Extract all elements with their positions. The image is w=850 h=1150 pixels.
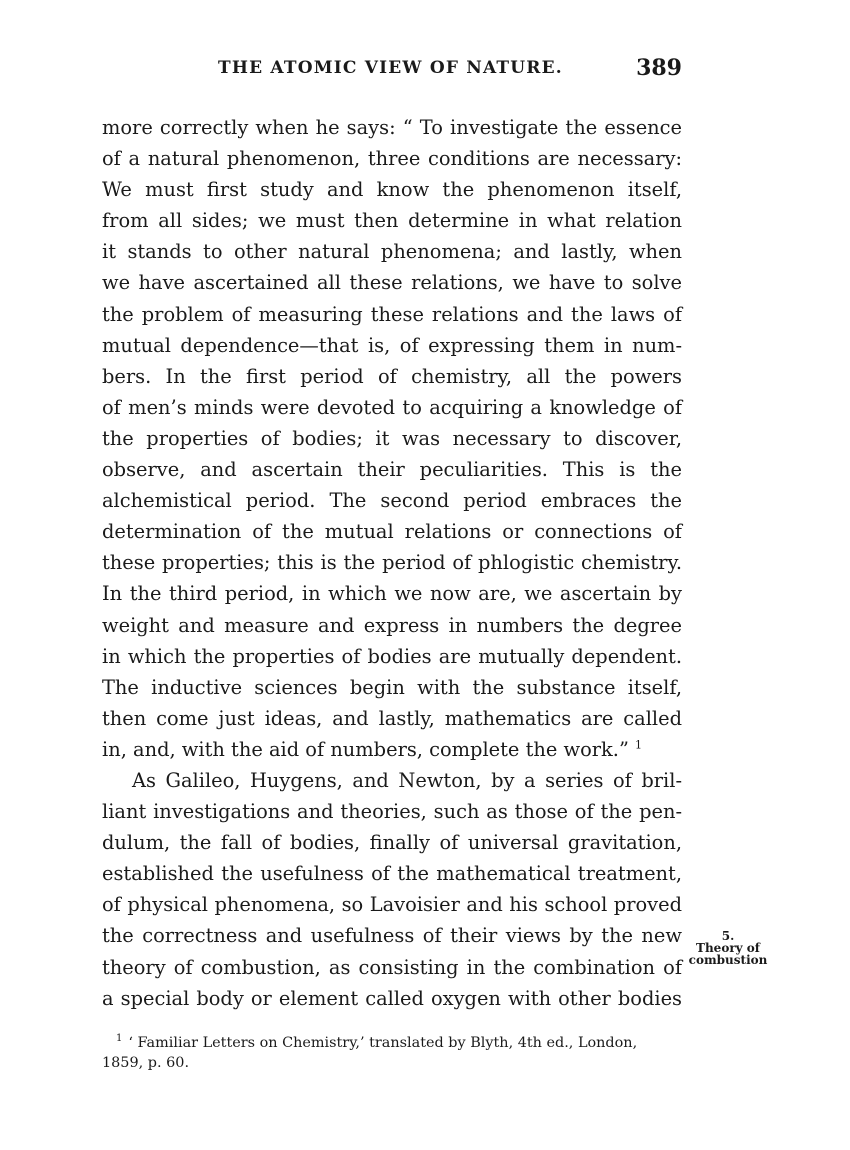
paragraph-2 <box>102 765 682 1014</box>
margin-note-number: 5. <box>721 929 735 943</box>
paragraph-1 <box>102 112 682 765</box>
text-line: it stands to other natural phenomena; and lastly, when <box>102 240 682 264</box>
text-line: of a natural phenomenon, three conditions are necessary: <box>102 147 682 171</box>
text-line: of physical phenomena, so Lavoisier and his school proved <box>102 893 682 917</box>
text-line: liant investigations and theories, such as those of the pen- <box>102 800 682 824</box>
margin-note-line-1: Theory of <box>696 941 760 955</box>
text-line: theory of combustion, as consisting in the combination of <box>102 955 682 979</box>
text-line: mutual dependence—that is, of expressing them in num- <box>102 333 682 357</box>
text-line: the properties of bodies; it was necessary to discover, <box>102 426 682 450</box>
text-line: observe, and ascertain their peculiarities. This is the <box>102 458 682 482</box>
footnote <box>102 1033 682 1073</box>
margin-note-line-2: combustion <box>688 953 768 967</box>
text-line: determination of the mutual relations or connections of <box>102 520 682 544</box>
page-number: 389 <box>636 55 682 81</box>
text-line: alchemistical period. The second period embraces the <box>102 489 682 513</box>
text-line: established the usefulness of the mathematical treatment, <box>102 862 682 886</box>
text-line: more correctly when he says: “ To investigate the essence <box>102 116 682 139</box>
text-line: these properties; this is the period of phlogistic chemistry. <box>102 551 682 575</box>
text-line: from all sides; we must then determine in what relation <box>102 209 682 233</box>
text-line: As Galileo, Huygens, and Newton, by a series of bril- <box>132 768 682 792</box>
footnote-line-2: 1859, p. 60. <box>102 1055 190 1071</box>
margin-note <box>688 930 768 966</box>
text-line: dulum, the fall of bodies, finally of universal gravitation, <box>102 831 682 855</box>
footnote-line-1 <box>102 1033 682 1053</box>
footnote-number: 1 <box>116 1033 123 1045</box>
text-line: of men’s minds were devoted to acquiring a knowledge of <box>102 395 682 419</box>
text-line: We must first study and know the phenomenon itself, <box>102 178 682 202</box>
text-line: the problem of measuring these relations and the laws of <box>102 302 682 326</box>
text-line: In the third period, in which we now are, we ascertain by <box>102 582 682 606</box>
text-line: a special body or element called oxygen with other bodies <box>102 986 682 1010</box>
text-line: we have ascertained all these relations, we have to solve <box>102 271 682 295</box>
body-text <box>102 112 682 1014</box>
text-line-content: in, and, with the aid of numbers, complete the work.” <box>102 737 629 761</box>
text-line: the correctness and usefulness of their views by the new <box>102 924 682 948</box>
text-line: weight and measure and express in numbers the degree <box>102 613 682 637</box>
running-head <box>102 55 682 88</box>
footnote-reference[interactable]: 1 <box>635 738 643 752</box>
text-line: bers. In the first period of chemistry, all the powers <box>102 364 682 388</box>
footnote-text-1: ‘ Familiar Letters on Chemistry,’ translated by Blyth, 4th ed., London, <box>128 1035 638 1051</box>
text-line: then come just ideas, and lastly, mathematics are called <box>102 706 682 730</box>
text-line: in which the properties of bodies are mutually dependent. <box>102 644 682 668</box>
running-title: THE ATOMIC VIEW OF NATURE. <box>218 58 563 78</box>
text-line-last <box>102 734 682 765</box>
text-line: The inductive sciences begin with the substance itself, <box>102 675 682 699</box>
